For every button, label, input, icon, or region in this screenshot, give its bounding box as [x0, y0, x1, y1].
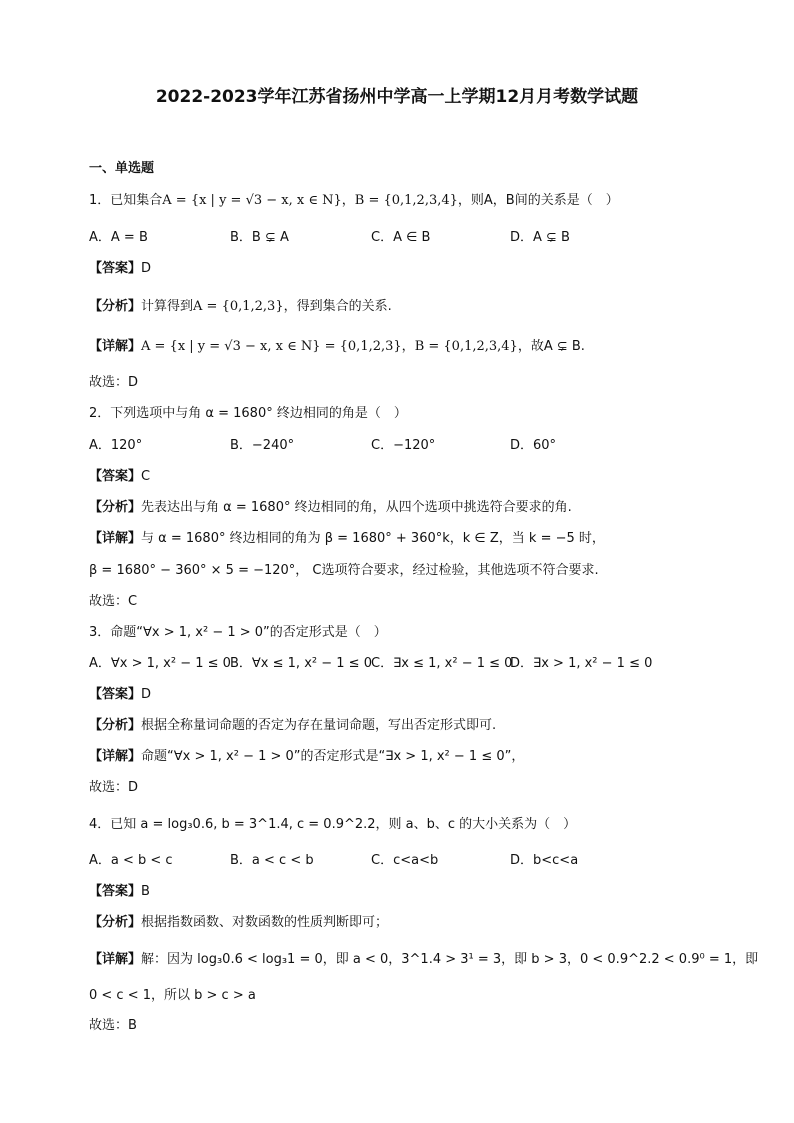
q2-analysis-text: 先表达出与角 α = 1680° 终边相同的角，从四个选项中挑选符合要求的角. — [141, 500, 572, 515]
q3-answer — [89, 686, 151, 704]
analysis-label: 【分析】 — [89, 299, 142, 314]
q2-stem: 2．下列选项中与角 α = 1680° 终边相同的角是（ ） — [89, 406, 407, 421]
q1-set-a: A = {x | y = √3 − x, x ∈ N} — [162, 193, 342, 208]
answer-label: 【答案】 — [89, 261, 142, 276]
choose-label: 故选： — [89, 780, 129, 795]
q2-option-a: A．120° — [89, 438, 143, 453]
q2-detail-line-1: 与 α = 1680° 终边相同的角为 β = 1680° + 360°k，k ∈ Z，当 k = −5 时， — [141, 531, 605, 546]
q2-detail — [89, 530, 605, 548]
q3-choose — [89, 779, 138, 797]
detail-label: 【详解】 — [89, 749, 142, 764]
choose-label: 故选： — [89, 375, 129, 390]
q1-analysis — [89, 298, 392, 316]
q4-option-b: B．a < c < b — [230, 853, 314, 868]
q3-answer-value: D — [141, 687, 152, 702]
q1-detail-math-2: B = {0,1,2,3,4} — [414, 339, 518, 354]
q3-choose-value: D — [128, 780, 139, 795]
q3-analysis — [89, 717, 496, 735]
q4-detail-line-1: 解：因为 log₃0.6 < log₃1 = 0，即 a < 0，3^1.4 > 3¹ = 3，即 b > 3，0 < 0.9^2.2 < 0.9⁰ = 1，即 — [141, 952, 759, 967]
answer-label: 【答案】 — [89, 884, 142, 899]
q1-stem-suffix: ，则A，B间的关系是（ ） — [457, 193, 619, 208]
q1-detail — [89, 338, 585, 356]
q3-option-b: B．∀x ≤ 1, x² − 1 ≤ 0 — [230, 656, 372, 671]
q4-option-c: C．c<a<b — [371, 853, 439, 868]
q1-option-b: B．B ⊊ A — [230, 230, 289, 245]
analysis-label: 【分析】 — [89, 915, 142, 930]
q2-choose-value: C — [128, 594, 138, 609]
q3-stem: 3．命题“∀x > 1, x² − 1 > 0”的否定形式是（ ） — [89, 625, 387, 640]
q2-analysis — [89, 499, 572, 517]
choose-label: 故选： — [89, 594, 129, 609]
q2-answer-value: C — [141, 469, 151, 484]
answer-label: 【答案】 — [89, 687, 142, 702]
q1-answer — [89, 260, 151, 278]
q2-option-b: B．−240° — [230, 438, 295, 453]
q3-analysis-text: 根据全称量词命题的否定为存在量词命题，写出否定形式即可. — [141, 718, 497, 733]
q4-choose-value: B — [128, 1018, 137, 1033]
q1-stem — [89, 192, 619, 210]
q3-option-c: C．∃x ≤ 1, x² − 1 ≤ 0 — [371, 656, 513, 671]
q1-analysis-text-2: ，得到集合的关系. — [283, 299, 392, 314]
q1-analysis-text: 计算得到 — [141, 299, 194, 314]
q1-choose-value: D — [128, 375, 139, 390]
q2-option-d: D．60° — [510, 438, 557, 453]
analysis-label: 【分析】 — [89, 718, 142, 733]
q4-option-a: A．a < b < c — [89, 853, 173, 868]
q2-choose — [89, 593, 137, 611]
q4-analysis-text: 根据指数函数、对数函数的性质判断即可； — [141, 915, 389, 930]
q2-detail-line-2: β = 1680° − 360° × 5 = −120°， C选项符合要求，经过检验，其他选项不符合要求. — [89, 563, 599, 578]
q4-detail-line-2: 0 < c < 1，所以 b > c > a — [89, 988, 256, 1003]
detail-label: 【详解】 — [89, 952, 142, 967]
q4-analysis — [89, 914, 388, 932]
q1-detail-suffix: ，故A ⊊ B. — [517, 339, 585, 354]
analysis-label: 【分析】 — [89, 500, 142, 515]
q4-choose — [89, 1017, 137, 1035]
q1-detail-sep: ， — [401, 339, 415, 354]
q1-stem-prefix: 1．已知集合 — [89, 193, 163, 208]
page-title: 2022-2023学年江苏省扬州中学高一上学期12月月考数学试题 — [155, 87, 639, 107]
q4-detail — [89, 951, 758, 969]
section-heading: 一、单选题 — [89, 161, 155, 176]
q1-detail-math-1: A = {x | y = √3 − x, x ∈ N} = {0,1,2,3} — [141, 339, 402, 354]
q1-option-c: C．A ∈ B — [371, 230, 431, 245]
q3-detail-text: 命题“∀x > 1, x² − 1 > 0”的否定形式是“∃x > 1, x² − 1 ≤ 0”， — [141, 749, 525, 764]
detail-label: 【详解】 — [89, 531, 142, 546]
q1-option-d: D．A ⊊ B — [510, 230, 570, 245]
q3-detail — [89, 748, 524, 766]
q3-option-a: A．∀x > 1, x² − 1 ≤ 0 — [89, 656, 231, 671]
q4-option-d: D．b<c<a — [510, 853, 579, 868]
q2-option-c: C．−120° — [371, 438, 436, 453]
answer-label: 【答案】 — [89, 469, 142, 484]
q2-answer — [89, 468, 150, 486]
q4-answer — [89, 883, 150, 901]
q1-choose — [89, 374, 138, 392]
detail-label: 【详解】 — [89, 339, 142, 354]
q4-stem: 4．已知 a = log₃0.6, b = 3^1.4, c = 0.9^2.2，则 a、b、c 的大小关系为（ ） — [89, 817, 577, 832]
choose-label: 故选： — [89, 1018, 129, 1033]
q1-analysis-math: A = {0,1,2,3} — [193, 299, 284, 314]
q1-sep: ， — [341, 193, 355, 208]
q4-answer-value: B — [141, 884, 150, 899]
q1-answer-value: D — [141, 261, 152, 276]
q1-set-b: B = {0,1,2,3,4} — [354, 193, 458, 208]
q3-option-d: D．∃x > 1, x² − 1 ≤ 0 — [510, 656, 653, 671]
q1-option-a: A．A = B — [89, 230, 148, 245]
